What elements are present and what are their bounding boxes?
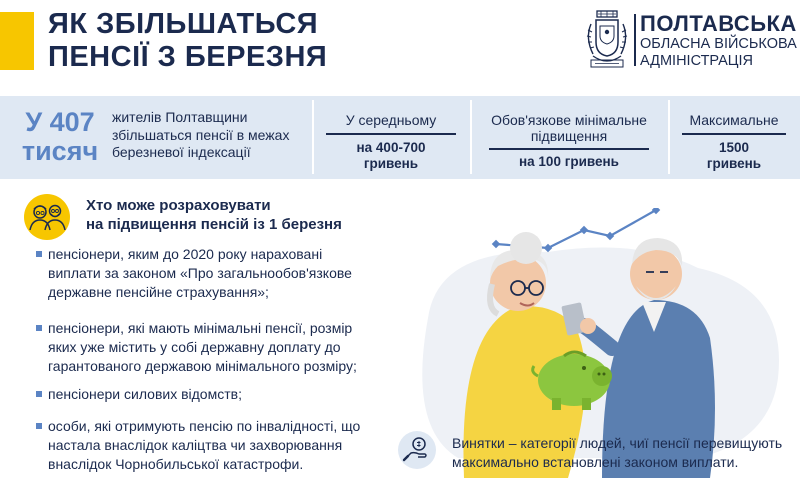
stats-divider	[470, 100, 472, 174]
stat-minimum	[474, 112, 664, 170]
recipients-description: жителів Полтавщини збільшаться пенсії в межах березневої індексації	[112, 109, 290, 160]
stat-average-rule	[326, 133, 456, 135]
list-item	[36, 417, 376, 474]
logo-divider	[634, 14, 636, 66]
exceptions-note: Винятки – категорії людей, чиї пенсії перевищують максимально встановлені законом виплати.	[452, 435, 783, 470]
yellow-accent-bar	[0, 12, 34, 70]
stat-maximum-label: Максимальне	[689, 112, 779, 128]
list-item-text: особи, які отримують пенсію по інвалідності, що настала внаслідок каліцтва чи захворювання внаслідок Чорнобильської катастрофи.	[48, 418, 361, 472]
list-item-text: пенсіонери, яким до 2020 року нараховані виплати за законом «Про загальнообов'язкове державне пенсійне страхування»;	[48, 246, 352, 300]
org-line-1: ПОЛТАВСЬКА	[640, 11, 797, 36]
recipients-count-number: У 407	[25, 107, 95, 137]
bullet-marker	[36, 423, 42, 429]
list-item	[36, 245, 376, 302]
stat-maximum	[672, 112, 796, 172]
bullet-marker	[36, 325, 42, 331]
stat-minimum-label: Обов'язкове мінімальне підвищення	[491, 112, 647, 144]
stat-maximum-rule	[682, 133, 786, 135]
stats-divider	[668, 100, 670, 174]
poltava-coat-of-arms-icon	[583, 10, 631, 72]
stat-average-label: У середньому	[345, 112, 437, 128]
recipients-count	[12, 108, 108, 166]
bullet-marker	[36, 391, 42, 397]
list-item	[36, 319, 376, 376]
stat-maximum-value: 1500 гривень	[706, 139, 762, 171]
stat-average-value: на 400-700 гривень	[356, 139, 426, 171]
title-line-1: ЯК ЗБІЛЬШАТЬСЯ	[48, 8, 319, 40]
stats-divider	[312, 100, 314, 174]
elderly-couple-icon	[24, 194, 70, 240]
coin-hand-icon	[397, 430, 437, 470]
bullet-marker	[36, 251, 42, 257]
list-item-text: пенсіонери силових відомств;	[48, 386, 242, 402]
organization-name	[640, 12, 797, 70]
page-title	[48, 8, 327, 74]
stat-minimum-value: на 100 гривень	[519, 153, 619, 169]
stat-minimum-rule	[489, 148, 649, 150]
list-item	[36, 385, 376, 404]
recipients-count-unit: тисяч	[21, 136, 99, 166]
list-item-text: пенсіонери, які мають мінімальні пенсії, розмір яких уже містить у собі державну доплату до гарантованого державою мінімального розміру;	[48, 320, 357, 374]
who-title-line-1: Хто може розраховувати	[86, 197, 271, 214]
stat-average	[316, 112, 466, 172]
org-line-3: АДМІНІСТРАЦІЯ	[640, 53, 754, 69]
org-line-2: ОБЛАСНА ВІЙСЬКОВА	[640, 36, 797, 52]
who-title-line-2: на підвищення пенсій із 1 березня	[86, 216, 342, 233]
title-line-2: ПЕНСІЇ З БЕРЕЗНЯ	[48, 41, 328, 73]
who-section-title	[86, 196, 342, 234]
